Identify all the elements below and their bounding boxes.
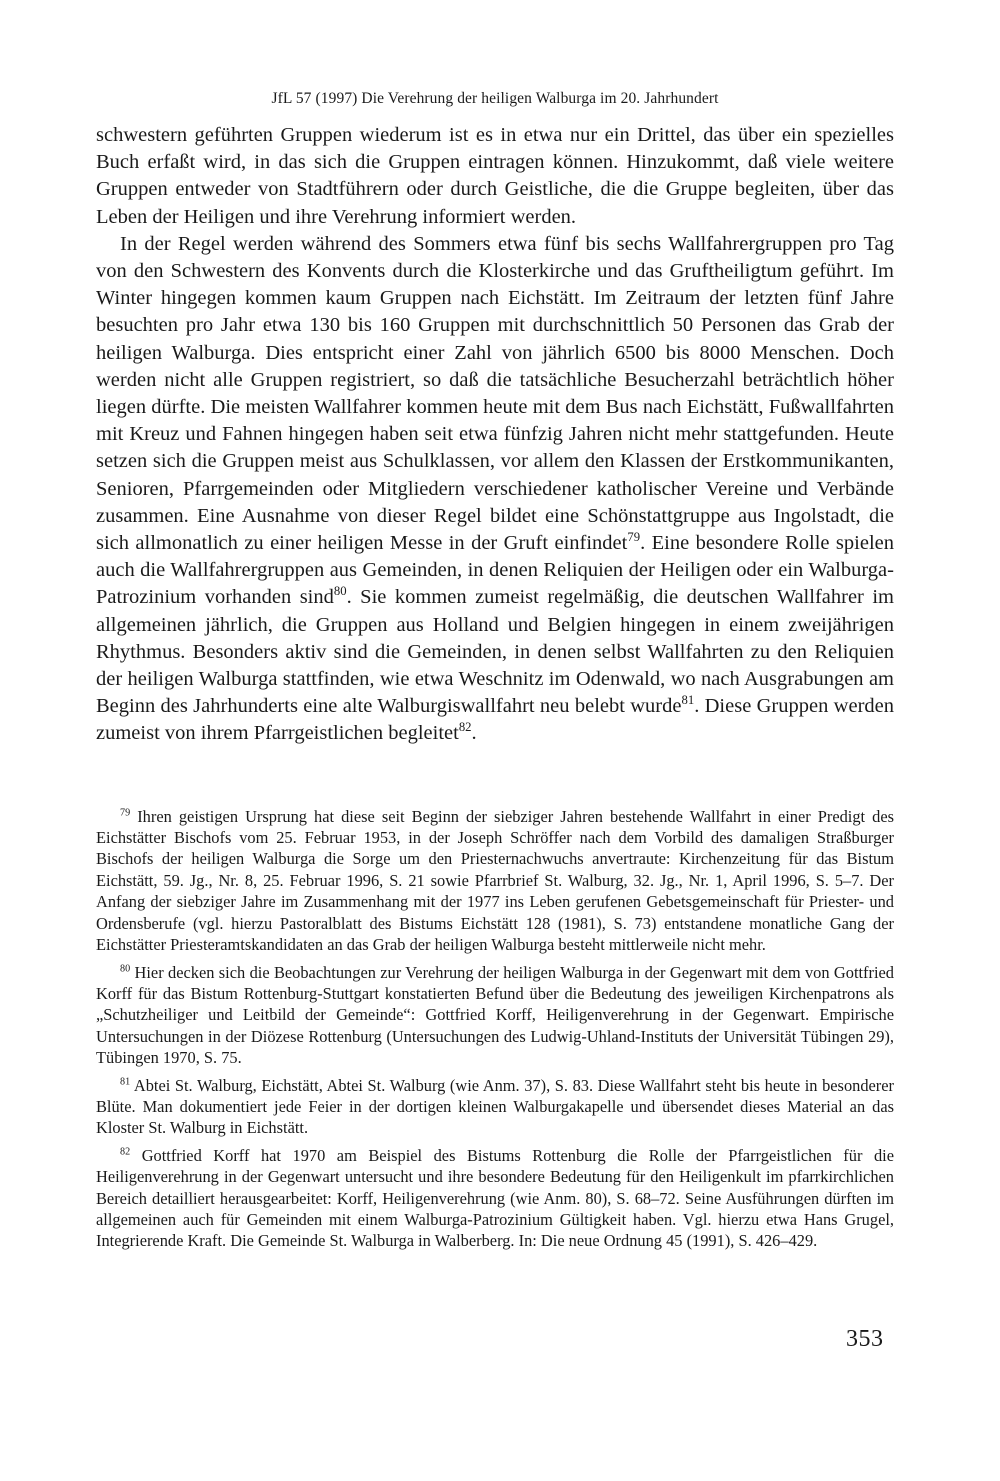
body-paragraph bbox=[96, 231, 894, 748]
page-content bbox=[96, 90, 894, 1258]
paragraph-text: . Eine besondere Rolle spielen auch die Wallfahrergruppen aus Gemeinden, in denen Reliquien der Heiligen oder ein Walburga-Patrozinium vorhanden sind bbox=[96, 532, 894, 609]
footnote-number: 82 bbox=[120, 1146, 131, 1158]
footnote-number: 81 bbox=[120, 1076, 131, 1088]
paragraph-text: . Sie kommen zumeist regelmäßig, die deutschen Wallfahrer im allgemeinen jährlich, die Gruppen aus Holland und Belgien hingegen in einem zweijährigen Rhythmus. Besonders aktiv sind die Gemeinden, in denen selbst Wallfahrten zu den Reliquien der heiligen Walburga stattfinden, wie etwa Weschnitz im Odenwald, wo nach Ausgrabungen am Beginn des Jahrhunderts eine alte Walburgiswallfahrt neu belebt wurde bbox=[96, 586, 894, 718]
footnote-text: Hier decken sich die Beobachtungen zur Verehrung der heiligen Walburga in der Gegenwart mit dem von Gottfried Korff für das Bistum Rottenburg-Stuttgart konstatierten Befund über die Bedeutung des jeweiligen Kirchenpatrons als „Schutzheiliger und Leitbild der Gemeinde“: Gottfried Korff, Heiligenverehrung in der Gegenwart. Empirische Untersuchungen in der Diözese Rottenburg (Untersuchungen des Ludwig-Uhland-Instituts der Universität Tübingen 29), Tübingen 1970, S. 75. bbox=[96, 962, 894, 1068]
body-paragraph: schwestern geführten Gruppen wiederum ist es in etwa nur ein Drittel, das über ein spezielles Buch erfaßt wird, in das sich die Gruppen eintragen können. Hinzukommt, daß viele weitere Gruppen entweder von Stadtführern oder durch Geistliche, die die Gruppe begleiten, über das Leben der Heiligen und ihre Verehrung informiert werden. bbox=[96, 124, 894, 228]
footnote bbox=[96, 1145, 894, 1252]
footnote-number: 80 bbox=[120, 963, 131, 975]
paragraph-text: . bbox=[471, 722, 477, 745]
footnote-text: Abtei St. Walburg, Eichstätt, Abtei St. Walburg (wie Anm. 37), S. 83. Diese Wallfahrt steht bis heute in besonderer Blüte. Man dokumentiert jede Feier in der dortigen kleinen Walburgakapelle und übersendet dieses Material an das Kloster St. Walburg in Eichstätt. bbox=[96, 1075, 894, 1138]
footnote bbox=[96, 962, 894, 1069]
paragraph-text: . Diese Gruppen werden zumeist von ihrem Pfarrgeistlichen begleitet bbox=[96, 695, 894, 745]
footnote-ref[interactable]: 80 bbox=[333, 584, 347, 599]
footnote-ref[interactable]: 79 bbox=[627, 530, 641, 545]
footnote bbox=[96, 1075, 894, 1139]
footnotes bbox=[96, 806, 894, 1252]
footnote-ref[interactable]: 81 bbox=[681, 693, 695, 708]
running-head: JfL 57 (1997) Die Verehrung der heiligen Walburga im 20. Jahrhundert bbox=[271, 90, 719, 107]
paragraph-text: In der Regel werden während des Sommers etwa fünf bis sechs Wallfahrergruppen pro Tag von den Schwestern des Konvents durch die Klosterkirche und das Gruftheiligtum geführt. Im Winter hingegen kommen kaum Gruppen nach Eichstätt. Im Zeitraum der letzten fünf Jahre besuchten pro Jahr etwa 130 bis 160 Gruppen mit durchschnittlich 50 Personen das Grab der heiligen Walburga. Dies entspricht einer Zahl von jährlich 6500 bis 8000 Menschen. Doch werden nicht alle Gruppen registriert, so daß die tatsächliche Besucherzahl beträchtlich höher liegen dürfte. Die meisten Wallfahrer kommen heute mit dem Bus nach Eichstätt, Fußwallfahrten mit Kreuz und Fahnen hingegen haben seit etwa fünfzig Jahren nicht mehr stattgefunden. Heute setzen sich die Gruppen meist aus Schulklassen, vor allem den Klassen der Erstkommunikanten, Senioren, Pfarrgemeinden oder Mitgliedern verschiedener katholischer Vereine und Verbände zusammen. Eine Ausnahme von dieser Regel bildet eine Schönstattgruppe aus Ingolstadt, die sich allmonatlich zu einer heiligen Messe in der Gruft einfindet bbox=[96, 232, 894, 555]
footnote bbox=[96, 806, 894, 956]
footnote-number: 79 bbox=[120, 807, 131, 819]
footnote-text: Ihren geistigen Ursprung hat diese seit Beginn der siebziger Jahren bestehende Wallfahrt in einer Predigt des Eichstätter Bischofs vom 25. Februar 1953, in der Joseph Schröffer nach dem Vorbild des damaligen Straßburger Bischofs der heiligen Walburga die Sorge um den Priesternachwuchs anvertraute: Kirchenzeitung für das Bistum Eichstätt, 59. Jg., Nr. 8, 25. Februar 1996, S. 21 sowie Pfarrbrief St. Walburg, 32. Jg., Nr. 1, April 1996, S. 5–7. Der Anfang der siebziger Jahre im Zusammenhang mit der 1977 ins Leben gerufenen Gebetsgemeinschaft für Priester- und Ordensberufe (vgl. hierzu Pastoralblatt des Bistums Eichstätt 128 (1981), S. 73) entstandene monatliche Gang der Eichstätter Priesteramtskandidaten an das Grab der heiligen Walburga besteht mittlerweile nicht mehr. bbox=[96, 806, 894, 955]
footnote-text: Gottfried Korff hat 1970 am Beispiel des Bistums Rottenburg die Rolle der Pfarrgeistlichen für die Heiligenverehrung in der Gegenwart untersucht und ihre besondere Bedeutung für den Heiligenkult im pfarrkirchlichen Bereich detailliert herausgearbeitet: Korff, Heiligenverehrung (wie Anm. 80), S. 68–72. Seine Ausführungen dürften im allgemeinen auch für Gemeinden mit einem Walburga-Patrozinium Gültigkeit haben. Vgl. hierzu etwa Hans Grugel, Integrierende Kraft. Die Gemeinde St. Walburga in Walberberg. In: Die neue Ordnung 45 (1991), S. 426–429. bbox=[96, 1145, 894, 1251]
footnote-ref[interactable]: 82 bbox=[458, 720, 472, 735]
page-number: 353 bbox=[846, 1326, 884, 1352]
